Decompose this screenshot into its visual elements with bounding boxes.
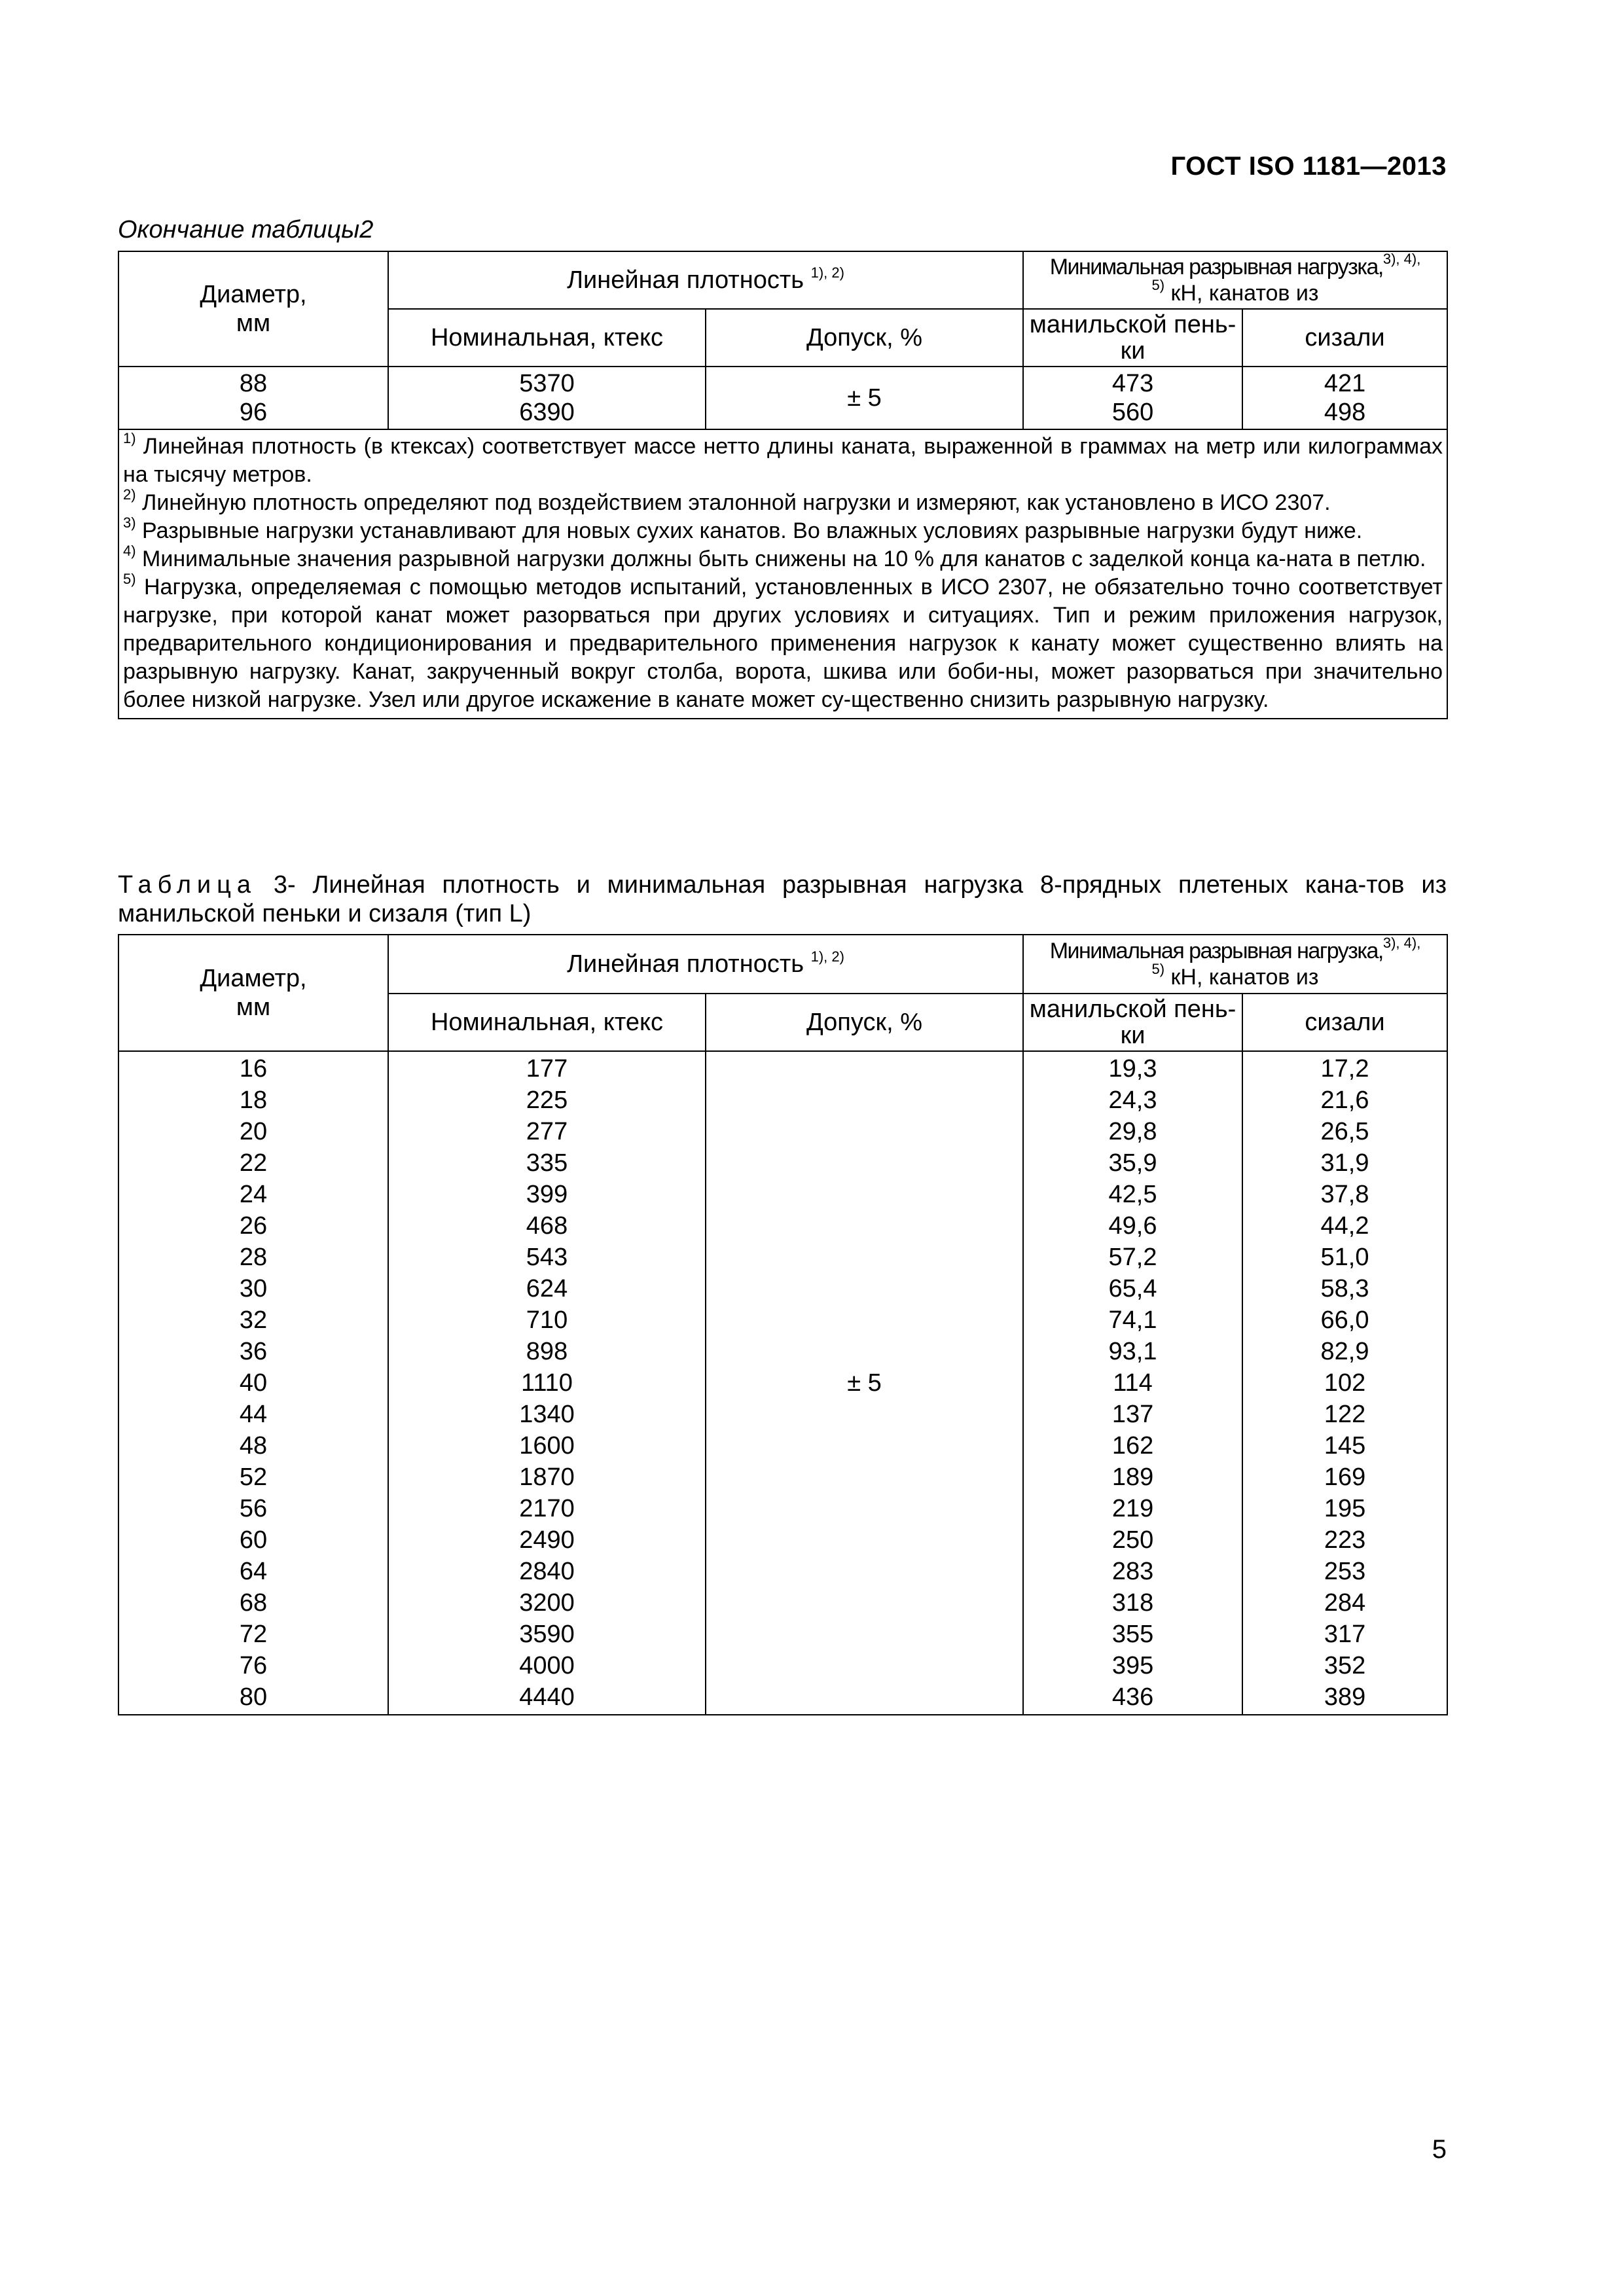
cell-diameters-9: 36 — [239, 1338, 268, 1365]
cell-sisal-2: 26,5 — [1320, 1118, 1369, 1145]
table2-footnotes — [118, 429, 1447, 719]
cell-sisal-19: 352 — [1324, 1652, 1366, 1679]
header-tolerance: Допуск, % — [706, 309, 1023, 367]
header-nominal: Номинальная, ктекс — [388, 994, 706, 1051]
cell-sisal-7: 58,3 — [1320, 1275, 1369, 1302]
cell-nominal-1: 225 — [526, 1086, 568, 1114]
cell-nominal-2: 277 — [526, 1118, 568, 1145]
cell-nominal-11: 1340 — [519, 1401, 575, 1428]
cell-manila-13: 189 — [1111, 1463, 1154, 1491]
footnote-2: $^{2)}$ Линейную плотность определяют под воздействием эталонной нагрузки и измеряют, как установлено в ИСО 2307. — [123, 486, 1331, 515]
cell-diameters-15: 60 — [239, 1526, 268, 1554]
cell-nominal-5: 468 — [526, 1212, 568, 1240]
cell-nominal-0: 177 — [526, 1055, 568, 1083]
cell-nominal-20: 4440 — [519, 1683, 575, 1711]
cell-diameters-2: 20 — [239, 1118, 268, 1145]
cell-sisal-1: 21,6 — [1320, 1086, 1369, 1114]
cell-diameters-20: 80 — [239, 1683, 268, 1711]
page-number: 5 — [1432, 2135, 1447, 2164]
cell-nominal-13: 1870 — [519, 1463, 575, 1491]
header-min-break-load: Минимальная разрывная нагрузка,$^{3), 4),}$ $^{5)}$ кН, канатов из — [1023, 251, 1447, 309]
column-sisal — [1242, 1051, 1447, 1715]
header-sisal: сизали — [1242, 994, 1447, 1051]
header-manila: манильской пень-ки — [1023, 994, 1242, 1051]
header-diameter: Диаметр, мм — [118, 935, 388, 1051]
cell-diameters-4: 24 — [239, 1181, 268, 1208]
cell-sisal-15: 223 — [1324, 1526, 1366, 1554]
column-diameter — [118, 1051, 388, 1715]
cell-sisal-9: 82,9 — [1320, 1338, 1369, 1365]
cell-manila-17: 318 — [1111, 1589, 1154, 1617]
cell-sisal-20: 389 — [1324, 1683, 1366, 1711]
cell-diameters-19: 76 — [239, 1652, 268, 1679]
cell-diameters-10: 40 — [239, 1369, 268, 1397]
cell-sisal-18: 317 — [1324, 1621, 1366, 1648]
cell-sisal-16: 253 — [1324, 1558, 1366, 1585]
footnote-5: $^{5)}$ Нагрузка, определяемая с помощью методов испытаний, установленных в ИСО 2307, не обязательно точно соответствует нагрузке, при которой канат может разорваться при других условиях и ситуациях. Тип и режим приложения нагрузок, предварительного кондиционирования и предварительного применения нагрузок к канату может существенно влиять на разрывную нагрузку. Канат, закрученный вокруг столба, ворота, шкива или боби-ны, может разорваться при значительно более низкой нагрузке. Узел или другое искажение в канате может су-щественно снизить разрывную нагрузку. — [123, 571, 1443, 712]
cell-diameters-3: 22 — [239, 1149, 268, 1177]
cell-manila-2: 29,8 — [1108, 1118, 1157, 1145]
cell-sisal-14: 195 — [1324, 1495, 1366, 1522]
header-sisal: сизали — [1242, 309, 1447, 367]
cell-diameters-6: 28 — [239, 1244, 268, 1271]
cell-manila-18: 355 — [1111, 1621, 1154, 1648]
cell-nominal-6: 543 — [526, 1244, 568, 1271]
cell-manila-14: 219 — [1111, 1495, 1154, 1522]
cell-sisal-4: 37,8 — [1320, 1181, 1369, 1208]
cell-sisal-5: 44,2 — [1320, 1212, 1369, 1240]
cell-diameters-16: 64 — [239, 1558, 268, 1585]
cell-nominal-9: 898 — [526, 1338, 568, 1365]
cell-diameters-12: 48 — [239, 1432, 268, 1460]
cell-nominal-4: 399 — [526, 1181, 568, 1208]
cell-manila-1: 24,3 — [1108, 1086, 1157, 1114]
cell-manila-0: 19,3 — [1108, 1055, 1157, 1083]
document-code: ГОСТ ISO 1181—2013 — [1170, 152, 1447, 181]
header-linear-density: Линейная плотность $^{1), 2)}$ — [388, 251, 1023, 309]
table3-data-block — [118, 1051, 1447, 1715]
column-manila — [1023, 1051, 1242, 1715]
cell-manila-10: 114 — [1113, 1369, 1153, 1397]
cell-nominal-16: 2840 — [519, 1558, 575, 1585]
cell-sisal-0: 17,2 — [1320, 1055, 1369, 1083]
cell-diameters-8: 32 — [239, 1306, 268, 1334]
cell-sisal-8: 66,0 — [1320, 1306, 1369, 1334]
header-manila: манильской пень-ки — [1023, 309, 1242, 367]
cell-manila-7: 65,4 — [1108, 1275, 1157, 1302]
table2 — [118, 251, 1448, 719]
cell-diameters-11: 44 — [239, 1401, 268, 1428]
cell-manila-4: 42,5 — [1108, 1181, 1157, 1208]
cell-diameters-14: 56 — [239, 1495, 268, 1522]
header-diameter: Диаметр, мм — [118, 251, 388, 367]
table3 — [118, 934, 1448, 1715]
cell-sisal-17: 284 — [1324, 1589, 1366, 1617]
cell-sisal-10: 102 — [1324, 1369, 1366, 1397]
cell-manila-20: 436 — [1111, 1683, 1154, 1711]
cell-diameters-18: 72 — [239, 1621, 268, 1648]
cell-manila-12: 162 — [1111, 1432, 1154, 1460]
cell-manila-5: 49,6 — [1108, 1212, 1157, 1240]
cell-manila-15: 250 — [1111, 1526, 1154, 1554]
footnote-1: $^{1)}$ Линейная плотность (в ктексах) соответствует массе нетто длины каната, выраженной в граммах на метр или килограммах на тысячу метров. — [123, 430, 1443, 487]
table3-caption: Таблица 3- Линейная плотность и минимальная разрывная нагрузка 8-прядных плетеных кана-тов из манильской пеньки и сизаля (тип L) — [118, 871, 1447, 927]
cell-diameters-0: 16 — [239, 1055, 268, 1083]
cell-sisal-3: 31,9 — [1320, 1149, 1369, 1177]
cell-nominal-7: 624 — [526, 1275, 568, 1302]
cell-sisal-13: 169 — [1324, 1463, 1366, 1491]
header-nominal: Номинальная, ктекс — [388, 309, 706, 367]
header-min-break-load: Минимальная разрывная нагрузка,$^{3), 4),}$ $^{5)}$ кН, канатов из — [1023, 935, 1447, 994]
cell-manila-19: 395 — [1111, 1652, 1154, 1679]
table3-tolerance: ± 5 — [706, 1051, 1023, 1715]
cell-manila-9: 93,1 — [1108, 1338, 1157, 1365]
cell-diameters-13: 52 — [239, 1463, 268, 1491]
cell-diameters-1: 18 — [239, 1086, 268, 1114]
cell-nominal-10: 1110 — [521, 1369, 573, 1397]
cell-sisal-6: 51,0 — [1320, 1244, 1369, 1271]
table2-caption: Окончание таблицы2 — [118, 216, 374, 243]
cell-nominal-3: 335 — [526, 1149, 568, 1177]
cell-nominal-14: 2170 — [519, 1495, 575, 1522]
cell-nominal-17: 3200 — [519, 1589, 575, 1617]
cell-manila-11: 137 — [1111, 1401, 1154, 1428]
cell-nominal-18: 3590 — [519, 1621, 575, 1648]
footnote-3: $^{3)}$ Разрывные нагрузки устанавливают для новых сухих канатов. Во влажных условиях разрывные нагрузки будут ниже. — [123, 514, 1363, 543]
cell-diameters-7: 30 — [239, 1275, 268, 1302]
cell-diameters-17: 68 — [239, 1589, 268, 1617]
cell-sisal-11: 122 — [1324, 1401, 1366, 1428]
table2-data-row: 88 96 5370 6390 ± 5 473 560 421 498 — [118, 367, 1447, 429]
cell-nominal-8: 710 — [526, 1306, 568, 1334]
column-nominal — [388, 1051, 706, 1715]
cell-manila-6: 57,2 — [1108, 1244, 1157, 1271]
cell-manila-8: 74,1 — [1108, 1306, 1157, 1334]
header-linear-density: Линейная плотность $^{1), 2)}$ — [388, 935, 1023, 994]
cell-sisal-12: 145 — [1324, 1432, 1366, 1460]
cell-nominal-19: 4000 — [519, 1652, 575, 1679]
cell-nominal-15: 2490 — [519, 1526, 575, 1554]
header-tolerance: Допуск, % — [706, 994, 1023, 1051]
cell-nominal-12: 1600 — [519, 1432, 575, 1460]
cell-manila-3: 35,9 — [1108, 1149, 1157, 1177]
cell-diameters-5: 26 — [239, 1212, 268, 1240]
footnote-4: $^{4)}$ Минимальные значения разрывной нагрузки должны быть снижены на 10 % для канатов с заделкой конца ка-ната в петлю. — [123, 543, 1426, 571]
cell-manila-16: 283 — [1111, 1558, 1154, 1585]
table2-tolerance: ± 5 — [706, 367, 1023, 429]
